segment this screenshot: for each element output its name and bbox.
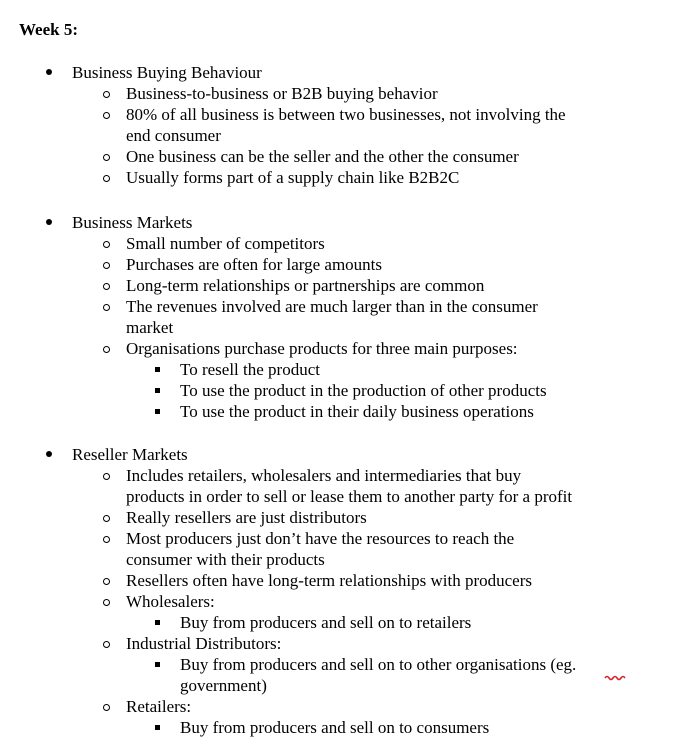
sub-item-text: To use the product in their daily business operations <box>180 402 534 421</box>
section-bullet-icon <box>46 451 52 457</box>
circle-bullet-icon <box>103 473 110 480</box>
list-item-text: consumer with their products <box>126 550 325 569</box>
list-item-text: products in order to sell or lease them to another party for a profit <box>126 487 573 506</box>
list-item-text: One business can be the seller and the other the consumer <box>126 147 519 166</box>
list-item-text: Wholesalers: <box>126 592 215 611</box>
list-item-text: Organisations purchase products for three main purposes: <box>126 339 518 358</box>
list-item-text: Really resellers are just distributors <box>126 508 367 527</box>
list-item-text: Purchases are often for large amounts <box>126 255 383 274</box>
circle-bullet-icon <box>103 346 110 353</box>
circle-bullet-icon <box>103 304 110 311</box>
page-title: Week 5: <box>19 20 79 39</box>
sub-item-text: To resell the product <box>180 360 320 379</box>
list-item-text: Retailers: <box>126 697 192 716</box>
section-bullet-icon <box>46 69 52 75</box>
square-bullet-icon <box>155 409 160 414</box>
list-item-text: Small number of competitors <box>126 234 325 253</box>
list-item-text: market <box>126 318 174 337</box>
list-item-text: Resellers often have long-term relationships with producers <box>126 571 532 590</box>
circle-bullet-icon <box>103 641 110 648</box>
circle-bullet-icon <box>103 599 110 606</box>
circle-bullet-icon <box>103 241 110 248</box>
section-bullet-icon <box>46 219 52 225</box>
list-item-text: 80% of all business is between two businesses, not involving the <box>126 105 566 124</box>
list-item-text: The revenues involved are much larger than in the consumer <box>126 297 538 316</box>
list-item-text: end consumer <box>126 126 221 145</box>
sub-item-text: To use the product in the production of other products <box>180 381 547 400</box>
circle-bullet-icon <box>103 112 110 119</box>
sub-item-text: Buy from producers and sell on to consumers <box>180 718 490 737</box>
square-bullet-icon <box>155 620 160 625</box>
circle-bullet-icon <box>103 515 110 522</box>
circle-bullet-icon <box>103 175 110 182</box>
sub-item-text: Buy from producers and sell on to other organisations (eg. <box>180 655 577 674</box>
circle-bullet-icon <box>103 91 110 98</box>
circle-bullet-icon <box>103 704 110 711</box>
list-item-text: Includes retailers, wholesalers and intermediaries that buy <box>126 466 522 485</box>
section-heading: Business Buying Behaviour <box>72 63 262 82</box>
circle-bullet-icon <box>103 283 110 290</box>
list-item-text: Long-term relationships or partnerships are common <box>126 276 485 295</box>
list-item-text: Industrial Distributors: <box>126 634 282 653</box>
circle-bullet-icon <box>103 262 110 269</box>
square-bullet-icon <box>155 725 160 730</box>
list-item-text: Usually forms part of a supply chain like B2B2C <box>126 168 460 187</box>
circle-bullet-icon <box>103 536 110 543</box>
square-bullet-icon <box>155 388 160 393</box>
square-bullet-icon <box>155 367 160 372</box>
circle-bullet-icon <box>103 154 110 161</box>
sub-item-text: government) <box>180 676 267 695</box>
spellcheck-squiggle <box>604 674 628 682</box>
list-item-text: Business-to-business or B2B buying behavior <box>126 84 438 103</box>
sub-item-text: Buy from producers and sell on to retailers <box>180 613 472 632</box>
circle-bullet-icon <box>103 578 110 585</box>
section-heading: Reseller Markets <box>72 445 188 464</box>
square-bullet-icon <box>155 662 160 667</box>
section-heading: Business Markets <box>72 213 193 232</box>
list-item-text: Most producers just don’t have the resources to reach the <box>126 529 515 548</box>
